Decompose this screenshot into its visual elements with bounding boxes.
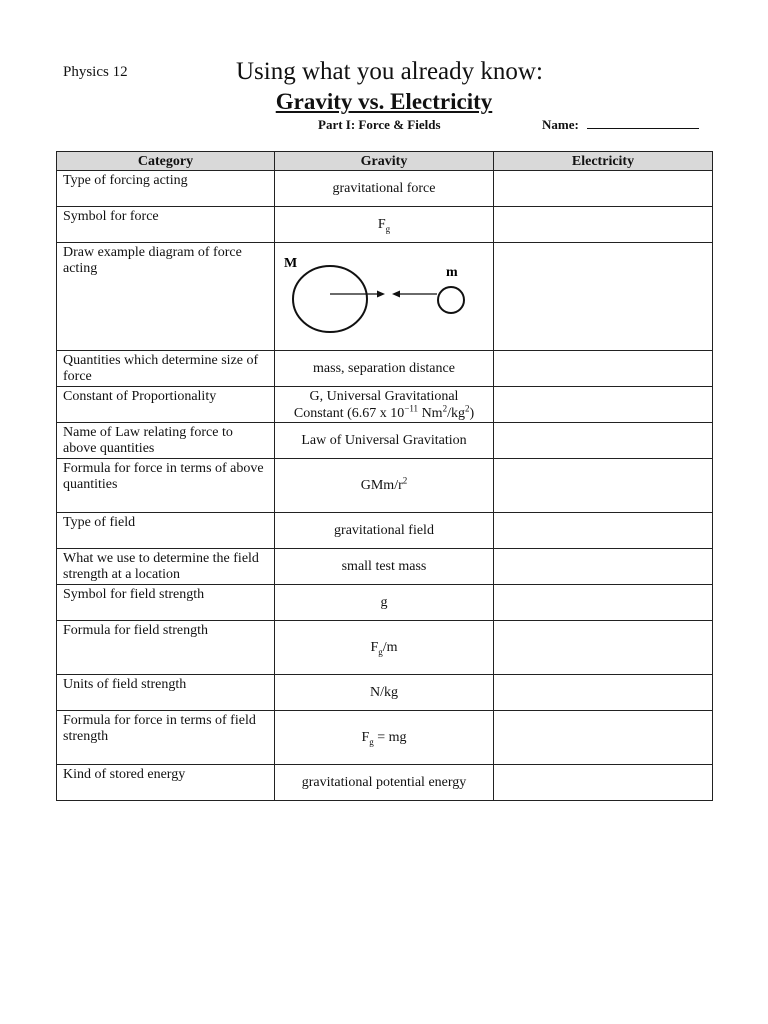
table-row	[57, 549, 713, 585]
gravity-diagram-cell	[275, 243, 494, 351]
force-diagram	[279, 244, 496, 350]
name-blank-line[interactable]	[587, 117, 699, 129]
table-row	[57, 459, 713, 513]
electricity-answer-cell[interactable]	[494, 675, 713, 711]
force-field-formula-subscript: g	[369, 736, 374, 747]
table-row	[57, 585, 713, 621]
electricity-answer-cell[interactable]	[494, 423, 713, 459]
category-cell: Formula for force in terms of above quantities	[57, 459, 275, 513]
course-label: Physics 12	[63, 64, 128, 80]
small-mass-circle	[438, 287, 464, 313]
table-row	[57, 207, 713, 243]
gravity-cell	[275, 711, 494, 765]
category-cell: Quantities which determine size of force	[57, 351, 275, 387]
electricity-answer-cell[interactable]	[494, 765, 713, 801]
table-row	[57, 243, 713, 351]
arrowhead-right-icon	[377, 290, 385, 297]
big-mass-label: M	[284, 255, 298, 271]
force-field-formula-tail: = mg	[373, 730, 407, 745]
table-row	[57, 765, 713, 801]
page-title-text: Gravity vs. Electricity	[275, 89, 493, 114]
category-cell: Constant of Proportionality	[57, 387, 275, 423]
force-symbol: F	[377, 217, 386, 232]
category-cell: Type of field	[57, 513, 275, 549]
electricity-answer-cell[interactable]	[494, 459, 713, 513]
electricity-answer-cell[interactable]	[494, 351, 713, 387]
field-formula-tail: /m	[382, 640, 398, 655]
small-mass-label: m	[446, 264, 458, 280]
gravity-cell: mass, separation distance	[275, 351, 494, 387]
comparison-table	[56, 151, 713, 801]
table-row	[57, 711, 713, 765]
constant-unit-b: /kg	[447, 405, 465, 421]
electricity-answer-cell[interactable]	[494, 621, 713, 675]
constant-text: Constant (6.67 x 10	[293, 405, 405, 421]
gravity-cell: N/kg	[275, 675, 494, 711]
constant-exponent: −11	[404, 402, 419, 413]
electricity-answer-cell[interactable]	[494, 207, 713, 243]
table-row	[57, 351, 713, 387]
gravity-cell: g	[275, 585, 494, 621]
name-field[interactable]	[542, 117, 699, 133]
gravity-cell	[275, 621, 494, 675]
constant-unit-a: Nm	[418, 405, 443, 421]
category-cell: Symbol for field strength	[57, 585, 275, 621]
electricity-answer-cell[interactable]	[494, 171, 713, 207]
table-row	[57, 513, 713, 549]
electricity-answer-cell[interactable]	[494, 513, 713, 549]
electricity-answer-cell[interactable]	[494, 243, 713, 351]
gravity-cell: small test mass	[275, 549, 494, 585]
table-row	[57, 675, 713, 711]
constant-close: )	[469, 405, 475, 421]
unit-exponent: 2	[442, 402, 448, 413]
column-header-category: Category	[57, 152, 275, 171]
table-row	[57, 171, 713, 207]
field-formula: F	[370, 640, 379, 655]
electricity-answer-cell[interactable]	[494, 585, 713, 621]
gravity-cell	[275, 459, 494, 513]
table-row	[57, 621, 713, 675]
part-heading: Part I: Force & Fields	[318, 117, 441, 132]
table-row	[57, 387, 713, 423]
page-title	[0, 88, 768, 116]
gravity-cell	[275, 207, 494, 243]
category-cell: Draw example diagram of force acting	[57, 243, 275, 351]
intro-heading: Using what you already know:	[236, 58, 543, 85]
gravity-cell: gravitational potential energy	[275, 765, 494, 801]
name-label: Name:	[542, 117, 579, 132]
electricity-answer-cell[interactable]	[494, 711, 713, 765]
category-cell: Formula for force in terms of field strength	[57, 711, 275, 765]
force-formula: GMm/r	[360, 478, 403, 493]
big-mass-circle	[293, 266, 367, 332]
field-formula-subscript: g	[378, 646, 383, 657]
category-cell: Units of field strength	[57, 675, 275, 711]
table-row	[57, 423, 713, 459]
arrowhead-left-icon	[392, 290, 400, 297]
category-cell: Symbol for force	[57, 207, 275, 243]
category-cell: Type of forcing acting	[57, 171, 275, 207]
category-cell: Kind of stored energy	[57, 765, 275, 801]
electricity-answer-cell[interactable]	[494, 387, 713, 423]
force-field-formula: F	[361, 730, 370, 745]
force-symbol-subscript: g	[385, 223, 391, 234]
constant-line-2	[279, 402, 489, 422]
column-header-electricity: Electricity	[494, 152, 713, 171]
category-cell: What we use to determine the field strength at a location	[57, 549, 275, 585]
force-formula-exponent: 2	[402, 475, 408, 486]
gravity-cell	[275, 387, 494, 423]
gravity-cell: Law of Universal Gravitation	[275, 423, 494, 459]
unit-exponent: 2	[464, 402, 470, 413]
constant-line-1: G, Universal Gravitational	[309, 388, 459, 404]
category-cell: Name of Law relating force to above quantities	[57, 423, 275, 459]
electricity-answer-cell[interactable]	[494, 549, 713, 585]
gravity-cell: gravitational force	[275, 171, 494, 207]
column-header-gravity: Gravity	[275, 152, 494, 171]
table-header-row	[57, 152, 713, 171]
gravity-cell: gravitational field	[275, 513, 494, 549]
category-cell: Formula for field strength	[57, 621, 275, 675]
